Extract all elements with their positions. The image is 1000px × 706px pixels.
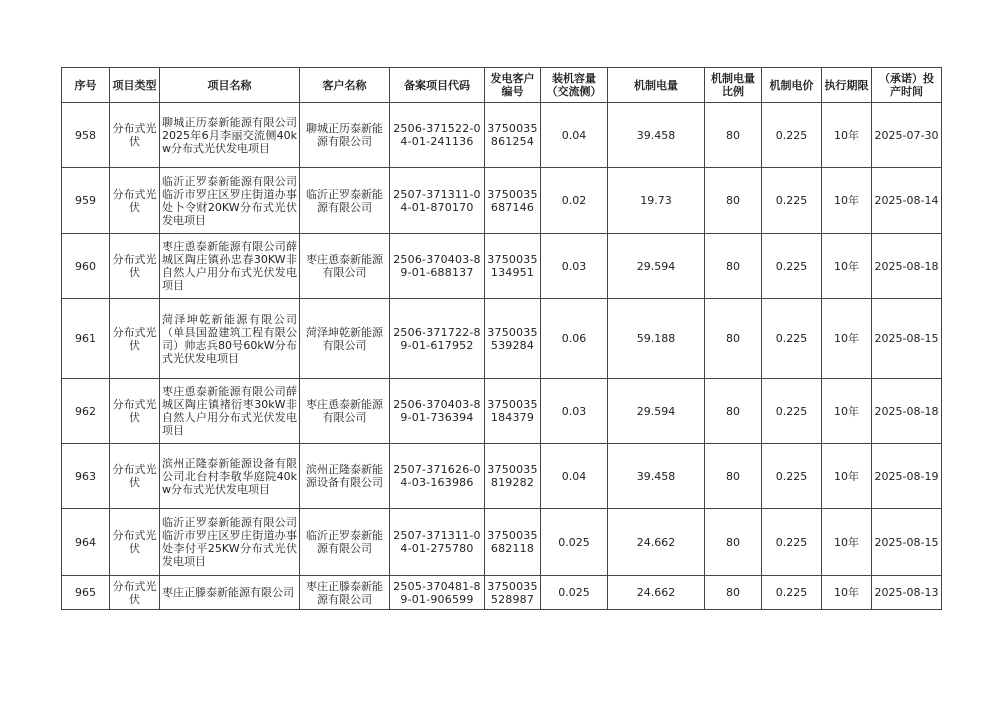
table-row (62, 299, 942, 379)
cell-customer: 聊城正历泰新能源有限公司 (300, 103, 390, 168)
cell-account: 3750035682118 (485, 509, 541, 576)
cell-ratio: 80 (705, 509, 762, 576)
cell-code: 2506-370403-89-01-736394 (390, 379, 485, 444)
cell-seq: 962 (62, 379, 110, 444)
header-account: 发电客户编号 (485, 68, 541, 103)
header-customer: 客户名称 (300, 68, 390, 103)
cell-type: 分布式光伏 (110, 234, 160, 299)
cell-account: 3750035861254 (485, 103, 541, 168)
cell-date: 2025-08-15 (872, 509, 942, 576)
cell-seq: 959 (62, 168, 110, 234)
cell-date: 2025-08-18 (872, 379, 942, 444)
cell-seq: 958 (62, 103, 110, 168)
cell-price: 0.225 (762, 299, 822, 379)
cell-type: 分布式光伏 (110, 299, 160, 379)
cell-energy: 29.594 (608, 379, 705, 444)
cell-code: 2506-371522-04-01-241136 (390, 103, 485, 168)
cell-price: 0.225 (762, 509, 822, 576)
cell-account: 3750035528987 (485, 576, 541, 610)
table-row (62, 103, 942, 168)
cell-price: 0.225 (762, 103, 822, 168)
cell-account: 3750035819282 (485, 444, 541, 509)
cell-type: 分布式光伏 (110, 168, 160, 234)
cell-price: 0.225 (762, 379, 822, 444)
cell-energy: 59.188 (608, 299, 705, 379)
cell-type: 分布式光伏 (110, 103, 160, 168)
cell-type: 分布式光伏 (110, 576, 160, 610)
table-row (62, 576, 942, 610)
cell-ratio: 80 (705, 444, 762, 509)
cell-code: 2506-371722-89-01-617952 (390, 299, 485, 379)
cell-ratio: 80 (705, 234, 762, 299)
header-name: 项目名称 (160, 68, 300, 103)
cell-seq: 963 (62, 444, 110, 509)
cell-capacity: 0.03 (541, 234, 608, 299)
cell-project-name: 临沂正罗泰新能源有限公司临沂市罗庄区罗庄街道办事处卜令财20KW分布式光伏发电项目 (160, 168, 300, 234)
header-code: 备案项目代码 (390, 68, 485, 103)
cell-account: 3750035134951 (485, 234, 541, 299)
cell-period: 10年 (822, 234, 872, 299)
cell-customer: 枣庄恿泰新能源有限公司 (300, 234, 390, 299)
project-table (61, 67, 942, 610)
cell-code: 2507-371626-04-03-163986 (390, 444, 485, 509)
cell-price: 0.225 (762, 444, 822, 509)
table-row (62, 234, 942, 299)
table-row (62, 379, 942, 444)
header-ratio: 机制电量比例 (705, 68, 762, 103)
cell-ratio: 80 (705, 103, 762, 168)
header-date: （承诺）投产时间 (872, 68, 942, 103)
cell-capacity: 0.04 (541, 444, 608, 509)
cell-customer: 临沂正罗泰新能源有限公司 (300, 509, 390, 576)
cell-ratio: 80 (705, 576, 762, 610)
cell-ratio: 80 (705, 168, 762, 234)
cell-code: 2507-371311-04-01-870170 (390, 168, 485, 234)
cell-energy: 24.662 (608, 509, 705, 576)
header-type: 项目类型 (110, 68, 160, 103)
header-capacity: 装机容量（交流侧） (541, 68, 608, 103)
header-row (62, 68, 942, 103)
cell-customer: 菏泽坤乾新能源有限公司 (300, 299, 390, 379)
cell-project-name: 枣庄恿泰新能源有限公司薛城区陶庄镇孙忠春30KW非自然人户用分布式光伏发电项目 (160, 234, 300, 299)
cell-date: 2025-08-15 (872, 299, 942, 379)
cell-account: 3750035687146 (485, 168, 541, 234)
cell-project-name: 枣庄恿泰新能源有限公司薛城区陶庄镇褚衍枣30kW非自然人户用分布式光伏发电项目 (160, 379, 300, 444)
cell-type: 分布式光伏 (110, 444, 160, 509)
cell-price: 0.225 (762, 234, 822, 299)
cell-account: 3750035539284 (485, 299, 541, 379)
cell-energy: 24.662 (608, 576, 705, 610)
cell-period: 10年 (822, 379, 872, 444)
cell-ratio: 80 (705, 299, 762, 379)
cell-capacity: 0.02 (541, 168, 608, 234)
table-row (62, 444, 942, 509)
table-row (62, 509, 942, 576)
cell-period: 10年 (822, 444, 872, 509)
cell-project-name: 枣庄正滕泰新能源有限公司 (160, 576, 300, 610)
cell-energy: 29.594 (608, 234, 705, 299)
cell-energy: 19.73 (608, 168, 705, 234)
cell-capacity: 0.03 (541, 379, 608, 444)
cell-period: 10年 (822, 576, 872, 610)
cell-period: 10年 (822, 168, 872, 234)
table-row (62, 168, 942, 234)
cell-seq: 961 (62, 299, 110, 379)
cell-type: 分布式光伏 (110, 379, 160, 444)
cell-account: 3750035184379 (485, 379, 541, 444)
cell-date: 2025-08-18 (872, 234, 942, 299)
cell-customer: 枣庄恿泰新能源有限公司 (300, 379, 390, 444)
cell-energy: 39.458 (608, 103, 705, 168)
header-seq: 序号 (62, 68, 110, 103)
cell-price: 0.225 (762, 168, 822, 234)
cell-capacity: 0.025 (541, 509, 608, 576)
cell-capacity: 0.025 (541, 576, 608, 610)
cell-seq: 965 (62, 576, 110, 610)
cell-type: 分布式光伏 (110, 509, 160, 576)
header-price: 机制电价 (762, 68, 822, 103)
cell-date: 2025-08-13 (872, 576, 942, 610)
cell-price: 0.225 (762, 576, 822, 610)
cell-project-name: 临沂正罗泰新能源有限公司临沂市罗庄区罗庄街道办事处李付平25KW分布式光伏发电项目 (160, 509, 300, 576)
cell-customer: 临沂正罗泰新能源有限公司 (300, 168, 390, 234)
cell-period: 10年 (822, 103, 872, 168)
cell-period: 10年 (822, 509, 872, 576)
cell-period: 10年 (822, 299, 872, 379)
cell-capacity: 0.04 (541, 103, 608, 168)
cell-project-name: 聊城正历泰新能源有限公司2025年6月李丽交流侧40kw分布式光伏发电项目 (160, 103, 300, 168)
cell-date: 2025-07-30 (872, 103, 942, 168)
cell-customer: 枣庄正滕泰新能源有限公司 (300, 576, 390, 610)
cell-code: 2506-370403-89-01-688137 (390, 234, 485, 299)
cell-code: 2505-370481-89-01-906599 (390, 576, 485, 610)
header-energy: 机制电量 (608, 68, 705, 103)
cell-project-name: 菏泽坤乾新能源有限公司（单县国盈建筑工程有限公司）帅志兵80号60kW分布式光伏发电项目 (160, 299, 300, 379)
cell-capacity: 0.06 (541, 299, 608, 379)
cell-energy: 39.458 (608, 444, 705, 509)
cell-customer: 滨州正隆泰新能源设备有限公司 (300, 444, 390, 509)
cell-project-name: 滨州正隆泰新能源设备有限公司北台村李敬华庭院40kw分布式光伏发电项目 (160, 444, 300, 509)
cell-seq: 964 (62, 509, 110, 576)
cell-code: 2507-371311-04-01-275780 (390, 509, 485, 576)
cell-ratio: 80 (705, 379, 762, 444)
cell-date: 2025-08-19 (872, 444, 942, 509)
header-period: 执行期限 (822, 68, 872, 103)
cell-seq: 960 (62, 234, 110, 299)
cell-date: 2025-08-14 (872, 168, 942, 234)
